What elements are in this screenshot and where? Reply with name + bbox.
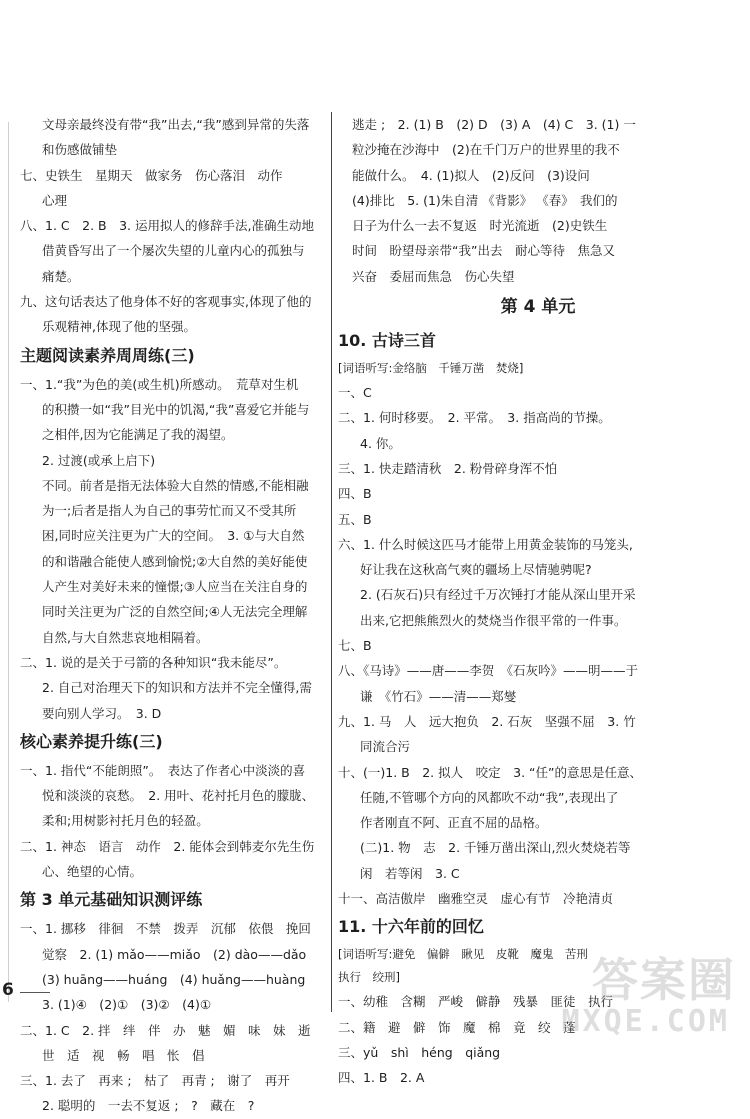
text-line: 三、yǔ shì héng qiǎng bbox=[338, 1044, 501, 1060]
text-line: 九、1. 马 人 远大抱负 2. 石灰 坚强不屈 3. 竹 bbox=[338, 713, 636, 729]
text-line: 五、B bbox=[338, 511, 372, 527]
text-line: 三、1. 快走踏清秋 2. 粉骨碎身浑不怕 bbox=[338, 460, 558, 476]
text-line: 和伤感做铺垫 bbox=[42, 142, 118, 158]
text-line: 逃走 ; 2. (1) B (2) D (3) A (4) C 3. (1) 一 bbox=[352, 117, 636, 132]
text-line: 4. 你。 bbox=[360, 435, 401, 451]
page-number-dash bbox=[20, 992, 50, 993]
text-line: 自然,与大自然悲哀地相隔着。 bbox=[42, 629, 209, 645]
text-line: 一、1. 挪移 徘徊 不禁 拨弄 沉郁 依偎 挽回 bbox=[20, 921, 311, 937]
text-line: 之相伴,因为它能满足了我的渴望。 bbox=[42, 427, 234, 443]
text-line: 乐观精神,体现了他的坚强。 bbox=[42, 319, 196, 335]
text-line: 一、1. 指代“不能朗照”。 表达了作者心中淡淡的喜 bbox=[20, 762, 306, 778]
text-line: 三、1. 去了 再来 ; 枯了 再青 ; 谢了 再开 bbox=[20, 1073, 290, 1089]
text-line: 作者刚直不阿、正直不屈的品格。 bbox=[360, 815, 548, 831]
text-line: 悦和淡淡的哀愁。 2. 用叶、花衬托月色的朦胧、 bbox=[42, 788, 315, 804]
text-line: 十一、高洁傲岸 幽雅空灵 虚心有节 冷艳清贞 bbox=[338, 891, 614, 907]
text-line: 日子为什么一去不复返 时光流逝 (2)史铁生 bbox=[352, 218, 608, 234]
text-line: 痛楚。 bbox=[42, 268, 80, 284]
text-line: 困,同时应关注更为广大的空间。 3. ①与大自然 bbox=[42, 528, 305, 544]
text-line: 六、1. 什么时候这匹马才能带上用黄金装饰的马笼头, bbox=[338, 536, 633, 552]
text-line: (4)排比 5. (1)朱自清 《背影》 《春》 我们的 bbox=[352, 192, 618, 208]
text-line: 任随,不管哪个方向的风都吹不动“我”,表现出了 bbox=[360, 789, 619, 805]
vocab-dictation: [词语听写:避免 偏僻 瞅见 皮靴 魔鬼 苦刑 bbox=[338, 947, 588, 962]
text-line: 二、籍 避 僻 饰 魔 棉 竟 绞 蓬 bbox=[338, 1019, 576, 1035]
watermark-logo bbox=[536, 944, 736, 1054]
text-line: 要向别人学习。 3. D bbox=[42, 705, 162, 721]
text-line: 能做什么。 4. (1)拟人 (2)反问 (3)设问 bbox=[352, 167, 590, 183]
text-line: 闲 若等闲 3. C bbox=[360, 865, 460, 881]
text-line: 同时关注更为广泛的自然空间;④人无法完全理解 bbox=[42, 604, 308, 620]
section-heading: 第 3 单元基础知识测评练 bbox=[20, 890, 203, 910]
text-line: 同流合污 bbox=[360, 739, 411, 755]
text-line: 谦 《竹石》——清——郑燮 bbox=[360, 688, 517, 704]
text-line: 柔和;用树影衬托月色的轻盈。 bbox=[42, 813, 209, 829]
watermark-url: MXQE.COM bbox=[561, 1004, 730, 1039]
text-line: 七、B bbox=[338, 638, 372, 654]
margin-line bbox=[8, 122, 9, 1002]
text-line: 心理 bbox=[42, 192, 68, 208]
text-line: 二、1. 神态 语言 动作 2. 能体会到韩麦尔先生伤 bbox=[20, 838, 315, 854]
text-line: 时间 盼望母亲带“我”出去 耐心等待 焦急又 bbox=[352, 243, 615, 259]
text-line: 粒沙掩在沙海中 (2)在千门万户的世界里的我不 bbox=[352, 142, 620, 158]
text-line: 心、绝望的心情。 bbox=[42, 864, 143, 880]
lesson-heading: 11. 十六年前的回忆 bbox=[338, 917, 484, 937]
text-line: 八、1. C 2. B 3. 运用拟人的修辞手法,准确生动地 bbox=[20, 218, 314, 234]
text-line: 四、B bbox=[338, 486, 372, 502]
text-line: 2. 聪明的 一去不复返 ; ? 藏在 ? bbox=[42, 1098, 255, 1114]
vocab-dictation: [词语听写:金络脑 千锤万凿 焚烧] bbox=[338, 361, 524, 376]
text-line: 四、1. B 2. A bbox=[338, 1070, 425, 1086]
text-line: 一、1.“我”为色的美(或生机)所感动。 荒草对生机 bbox=[20, 376, 299, 392]
text-line: 为一;后者是指人为自己的事劳忙而又不受其所 bbox=[42, 503, 297, 519]
text-line: 八、《马诗》——唐——李贺 《石灰吟》——明——于 bbox=[338, 663, 639, 679]
lesson-heading: 10. 古诗三首 bbox=[338, 331, 436, 351]
text-line: 七、史铁生 星期天 做家务 伤心落泪 动作 bbox=[20, 167, 283, 183]
text-line: 二、1. C 2. 拌 绊 伴 办 魅 媚 味 妹 逝 bbox=[20, 1022, 311, 1038]
text-line: 二、1. 何时移要。 2. 平常。 3. 指高尚的节操。 bbox=[338, 410, 611, 426]
text-line: 一、C bbox=[338, 385, 372, 401]
text-line: 人产生对美好未来的憧憬;③人应当在关注自身的 bbox=[42, 579, 308, 595]
text-line: 好让我在这秋高气爽的疆场上尽情驰骋呢? bbox=[360, 562, 592, 578]
text-line: 二、1. 说的是关于弓箭的各种知识“我未能尽”。 bbox=[20, 654, 287, 670]
text-line: 的积攒一如“我”目光中的饥渴,“我”喜爱它并能与 bbox=[42, 401, 310, 417]
page-number: 6 bbox=[2, 980, 14, 1000]
text-line: 不同。前者是指无法体验大自然的情感,不能相融 bbox=[42, 477, 309, 493]
text-line: 十、(一)1. B 2. 拟人 咬定 3. “任”的意思是任意、 bbox=[338, 764, 642, 780]
text-line: 借黄昏写出了一个屡次失望的儿童内心的孤独与 bbox=[42, 243, 305, 259]
text-line: 文母亲最终没有带“我”出去,“我”感到异常的失落 bbox=[42, 117, 310, 132]
section-heading: 核心素养提升练(三) bbox=[20, 731, 163, 751]
text-line: 兴奋 委屈而焦急 伤心失望 bbox=[352, 268, 515, 284]
text-line: 九、这句话表达了他身体不好的客观事实,体现了他的 bbox=[20, 294, 312, 310]
text-line: 的和谐融合能使人感到愉悦;②大自然的美好能使 bbox=[42, 553, 308, 569]
text-line: 一、幼稚 含糊 严峻 僻静 残暴 匪徒 执行 bbox=[338, 994, 614, 1010]
text-line: 3. (1)④ (2)① (3)② (4)① bbox=[42, 997, 212, 1013]
vocab-dictation: 执行 绞刑] bbox=[338, 970, 400, 985]
unit-title: 第 4 单元 bbox=[500, 297, 576, 318]
left-column bbox=[20, 112, 328, 1119]
section-heading: 主题阅读素养周周练(三) bbox=[20, 345, 195, 365]
watermark-text: 答案圈 bbox=[592, 953, 736, 1007]
text-line: 出来,它把熊熊烈火的焚烧当作很平常的一件事。 bbox=[360, 612, 627, 628]
text-line: 2. (石灰石)只有经过千万次锤打才能从深山里开采 bbox=[360, 587, 636, 603]
text-line: (二)1. 物 志 2. 千锤万凿出深山,烈火焚烧若等 bbox=[360, 840, 631, 856]
text-line: 2. 过渡(或承上启下) bbox=[42, 452, 156, 468]
text-line: 觉察 2. (1) mǎo——miǎo (2) dào——dǎo bbox=[42, 946, 307, 962]
column-divider bbox=[331, 112, 332, 1012]
text-line: 2. 自己对治理天下的知识和方法并不完全懂得,需 bbox=[42, 680, 312, 696]
text-line: (3) huāng——huáng (4) huǎng——huàng bbox=[42, 971, 306, 987]
text-line: 世 适 视 畅 唱 怅 倡 bbox=[42, 1047, 205, 1063]
